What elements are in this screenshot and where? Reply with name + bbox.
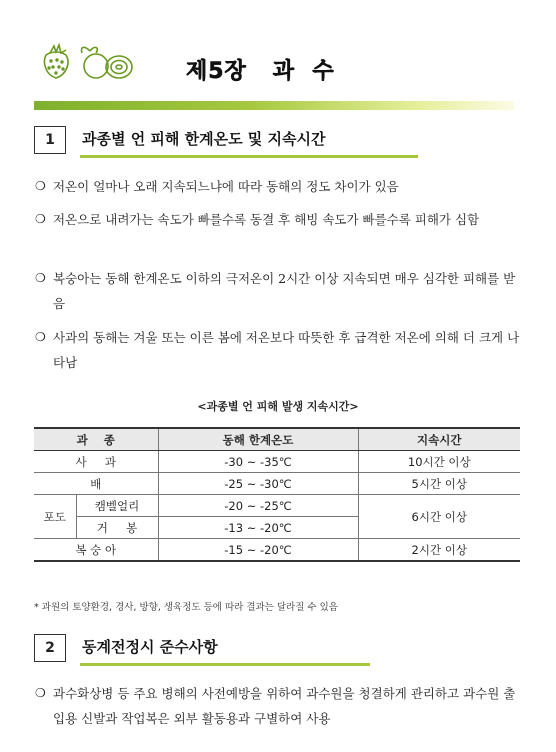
cell-temp: -13 ~ -20℃ xyxy=(158,517,358,539)
bullet-item xyxy=(35,325,525,375)
table-footnote: * 과원의 토양환경, 경사, 방향, 생육정도 등에 따라 결과는 달라질 수 있음 xyxy=(34,602,338,613)
bullet-text: 과수화상병 등 주요 병해의 사전예방을 위하여 과수원을 청결하게 관리하고 과수원 출입용 신발과 작업복은 외부 활동용과 구별하여 사용 xyxy=(53,686,516,726)
cell-temp: -20 ~ -25℃ xyxy=(158,495,358,517)
bullet-item xyxy=(35,174,525,199)
cell-temp: -25 ~ -30℃ xyxy=(158,473,358,495)
bullet-text: 저온이 얼마나 오래 지속되느냐에 따라 동해의 정도 차이가 있음 xyxy=(53,179,399,194)
cell-duration: 2시간 이상 xyxy=(358,539,520,562)
section-2-underline xyxy=(80,663,370,666)
table-row xyxy=(34,451,520,473)
bullet-mark: ❍ xyxy=(35,330,46,344)
freeze-damage-table xyxy=(34,427,520,562)
bullet-item xyxy=(35,207,525,232)
cell-variety: 거 봉 xyxy=(76,517,158,539)
cell-duration: 5시간 이상 xyxy=(358,473,520,495)
cell-variety: 사 과 xyxy=(34,451,158,473)
kiwi-icon xyxy=(81,47,132,78)
bullet-item xyxy=(35,681,525,731)
section-1-title: 과종별 언 피해 한계온도 및 지속시간 xyxy=(82,130,326,148)
bullet-mark: ❍ xyxy=(35,686,46,700)
bullet-text: 저온으로 내려가는 속도가 빠를수록 동결 후 해빙 속도가 빠를수록 피해가 심함 xyxy=(53,212,480,227)
bullet-text: 복숭아는 동해 한계온도 이하의 극저온이 2시간 이상 지속되면 매우 심각한 피해를 받음 xyxy=(53,271,516,311)
table-caption: <과종별 언 피해 발생 지속시간> xyxy=(197,400,359,413)
section-1-underline xyxy=(80,155,418,158)
table-row xyxy=(34,495,520,517)
section-2-title: 동계전정시 준수사항 xyxy=(82,638,218,656)
chapter-title: 제5장 과 수 xyxy=(186,59,335,84)
cell-temp: -30 ~ -35℃ xyxy=(158,451,358,473)
cell-variety: 캠벨얼리 xyxy=(76,495,158,517)
cell-variety: 배 xyxy=(34,473,158,495)
bullet-mark: ❍ xyxy=(35,271,46,285)
section-1-number: 1 xyxy=(34,126,66,154)
bullet-mark: ❍ xyxy=(35,212,46,226)
cell-temp: -15 ~ -20℃ xyxy=(158,539,358,562)
col-header-limit-temp: 동해 한계온도 xyxy=(158,428,358,451)
bullet-mark: ❍ xyxy=(35,179,46,193)
strawberry-icon xyxy=(44,45,67,78)
col-header-duration: 지속시간 xyxy=(358,428,520,451)
section-2-number: 2 xyxy=(34,634,66,662)
table-row xyxy=(34,473,520,495)
cell-duration: 10시간 이상 xyxy=(358,451,520,473)
cell-group: 포도 xyxy=(34,495,76,539)
col-header-variety: 과 종 xyxy=(34,428,158,451)
cell-variety: 복 숭 아 xyxy=(34,539,158,562)
bullet-item xyxy=(35,266,525,316)
table-header-row xyxy=(34,428,520,451)
header-divider-bar xyxy=(34,101,514,110)
table-row xyxy=(34,539,520,562)
bullet-text: 사과의 동해는 겨울 또는 이른 봄에 저온보다 따뜻한 후 급격한 저온에 의해 더 크게 나타남 xyxy=(53,330,520,370)
fruit-icons xyxy=(40,41,152,81)
cell-duration: 6시간 이상 xyxy=(358,495,520,539)
